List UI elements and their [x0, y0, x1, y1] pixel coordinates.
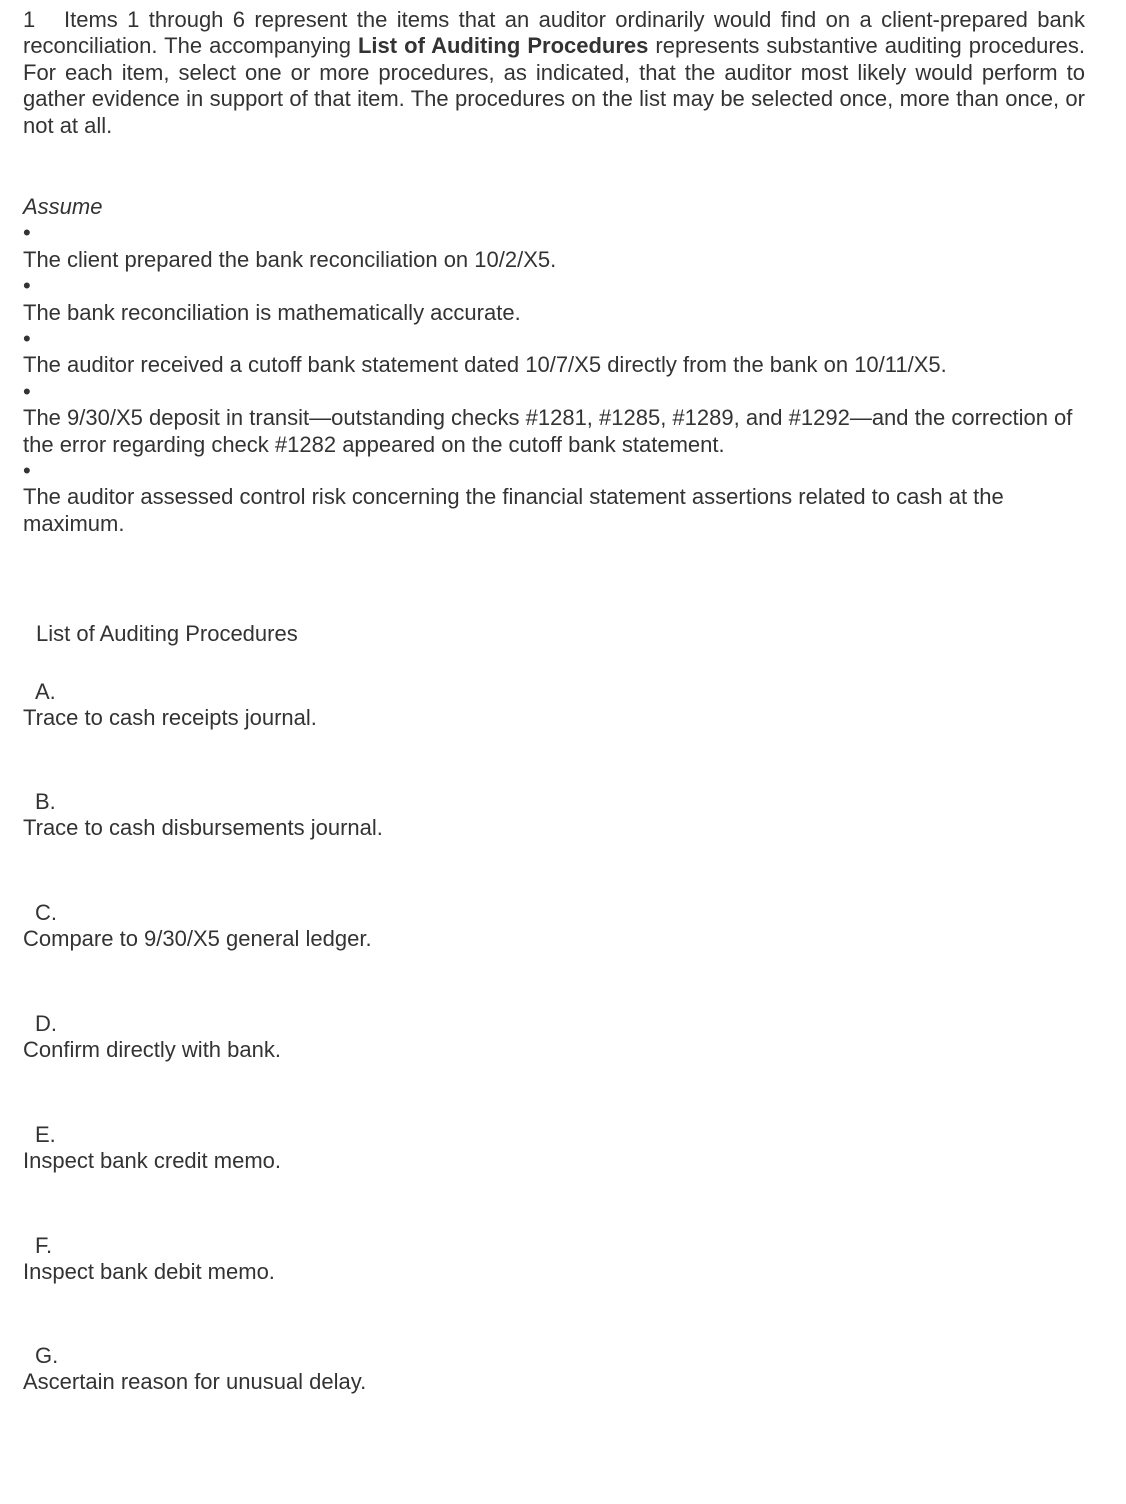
- assumption-item: [23, 379, 1085, 458]
- assumption-list: [23, 220, 1085, 537]
- procedures-list: [23, 678, 1085, 1454]
- procedure-letter: C.: [35, 900, 57, 926]
- procedure-item-e: [23, 1121, 1085, 1232]
- procedure-letter: B.: [35, 789, 56, 815]
- assumption-text: The bank reconciliation is mathematically accurate.: [23, 299, 521, 325]
- question-intro: [23, 7, 1085, 139]
- intro-text-after: represents substantive auditing procedures. For each item, select one or more procedures, as indicated, that the auditor most likely would perform to gather evidence in support of that item. The procedures on the list may be selected once, more than once, or not at all.: [23, 33, 1085, 138]
- intro-bold-reference: List of Auditing Procedures: [357, 33, 649, 59]
- procedure-text: Trace to cash receipts journal.: [23, 704, 317, 730]
- procedure-letter: F.: [35, 1232, 53, 1258]
- procedure-letter: E.: [35, 1121, 56, 1147]
- assume-label: Assume: [23, 194, 103, 220]
- assumption-text: The auditor received a cutoff bank statement dated 10/7/X5 directly from the bank on 10/11/X5.: [23, 352, 947, 378]
- procedure-text: Confirm directly with bank.: [23, 1037, 281, 1063]
- bullet-icon: •: [23, 458, 31, 484]
- procedure-text: Ascertain reason for unusual delay.: [23, 1369, 367, 1395]
- bullet-icon: •: [23, 220, 31, 246]
- procedure-letter: A.: [35, 678, 56, 704]
- procedure-text: Compare to 9/30/X5 general ledger.: [23, 926, 372, 952]
- procedure-text: Inspect bank debit memo.: [23, 1258, 275, 1284]
- assumption-text: The 9/30/X5 deposit in transit—outstanding checks #1281, #1285, #1289, and #1292—and the correction of the error regarding check #1282 appeared on the cutoff bank statement.: [23, 405, 1073, 457]
- procedure-item-g: [23, 1342, 1085, 1453]
- procedures-title: List of Auditing Procedures: [36, 621, 298, 647]
- document-page: [23, 7, 1085, 1453]
- assumption-item: [23, 458, 1085, 537]
- procedure-text: Inspect bank credit memo.: [23, 1147, 282, 1173]
- assumption-text: The auditor assessed control risk concerning the financial statement assertions related to cash at the maximum.: [23, 484, 1004, 536]
- procedure-letter: D.: [35, 1011, 57, 1037]
- assumption-item: [23, 273, 1085, 326]
- procedure-item-a: [23, 678, 1085, 789]
- procedure-text: Trace to cash disbursements journal.: [23, 815, 383, 841]
- bullet-icon: •: [23, 378, 31, 404]
- question-number: 1: [23, 7, 36, 32]
- intro-text-before: Items 1 through 6 represent the items that an auditor ordinarily would find on a client-prepared bank reconciliation. The accompanying: [23, 7, 1085, 59]
- procedure-item-d: [23, 1010, 1085, 1121]
- procedure-letter: G.: [35, 1343, 59, 1369]
- procedure-item-c: [23, 899, 1085, 1010]
- bullet-icon: •: [23, 326, 31, 352]
- assumption-item: [23, 220, 1085, 273]
- assumption-text: The client prepared the bank reconciliation on 10/2/X5.: [23, 246, 557, 272]
- bullet-icon: •: [23, 273, 31, 299]
- procedure-item-b: [23, 788, 1085, 899]
- assumption-item: [23, 326, 1085, 379]
- procedure-item-f: [23, 1232, 1085, 1343]
